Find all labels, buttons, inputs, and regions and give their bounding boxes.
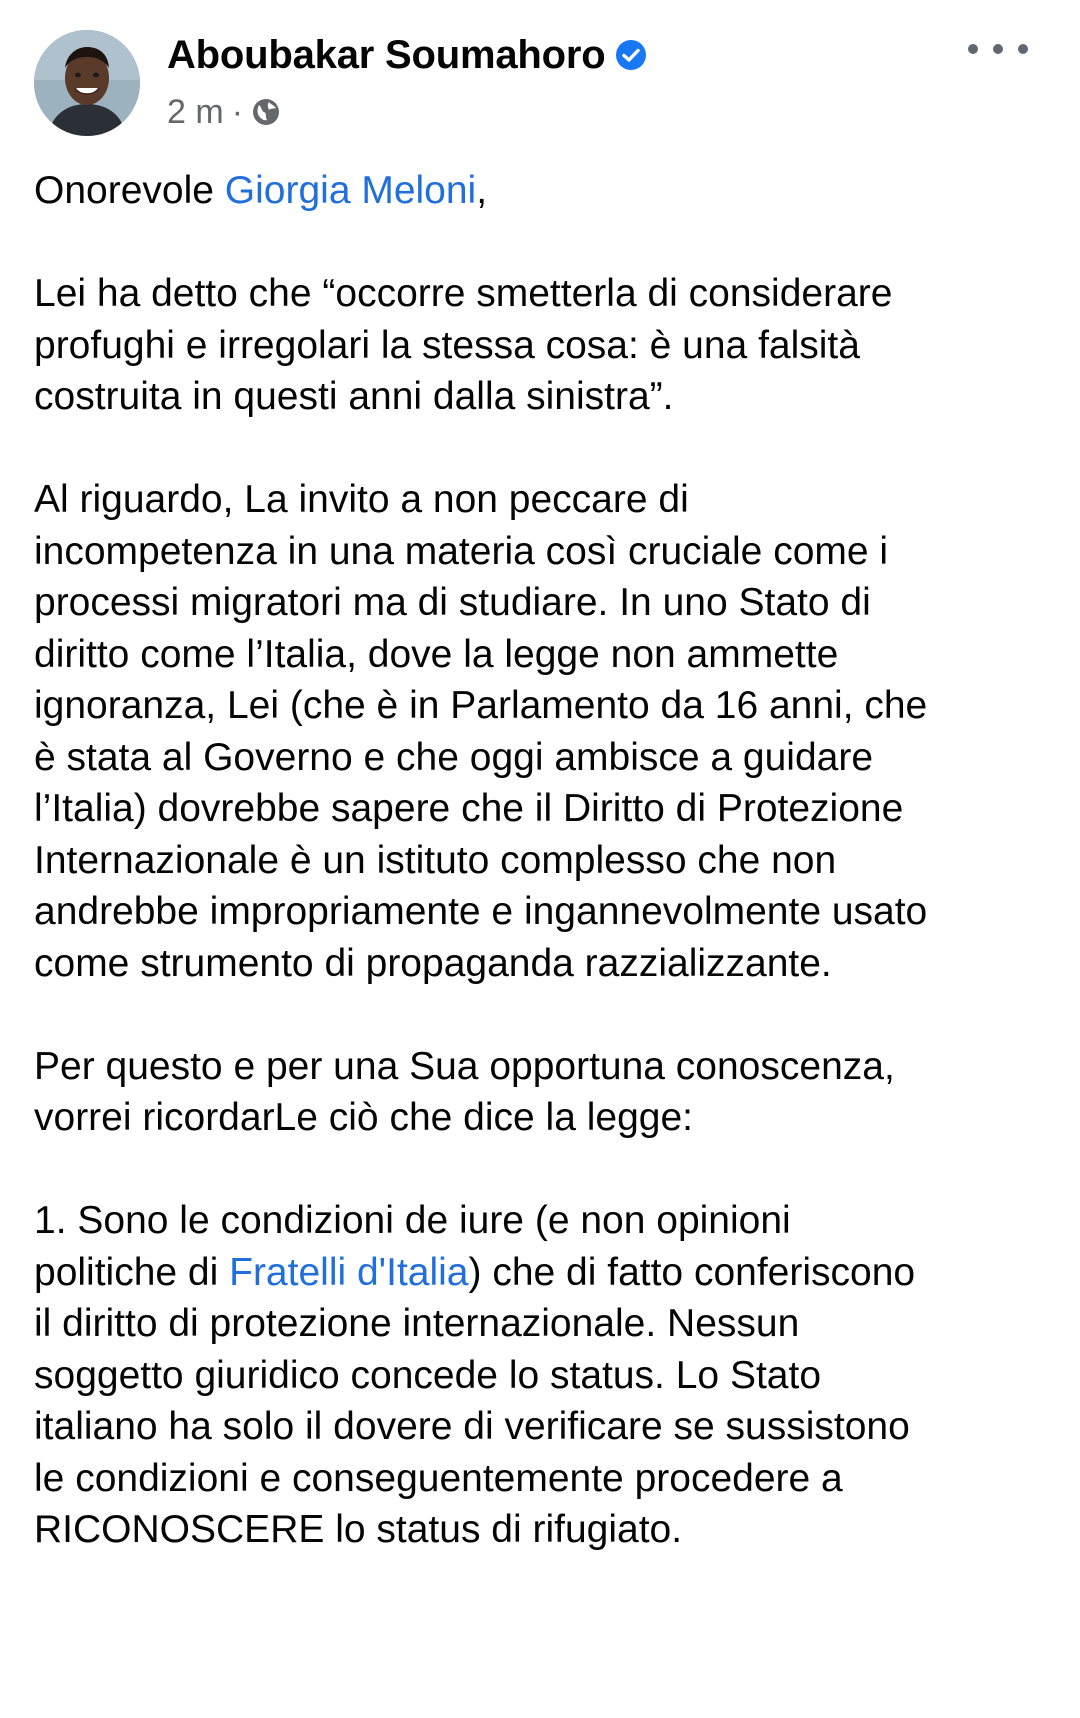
verified-badge-icon <box>615 39 647 71</box>
text-line: il diritto di protezione internazionale. Nessun <box>34 1302 800 1345</box>
avatar-image <box>34 30 140 136</box>
text-fragment: politiche di <box>34 1250 230 1294</box>
text-line: Al riguardo, La invito a non peccare di <box>34 478 689 521</box>
text-line: ignoranza, Lei (che è in Parlamento da 16 anni, che <box>34 684 928 727</box>
author-name[interactable]: Aboubakar Soumahoro <box>167 32 606 77</box>
more-options-icon[interactable] <box>968 34 1028 64</box>
more-dot <box>1018 44 1028 54</box>
post-timestamp[interactable]: 2 m <box>167 92 224 131</box>
text-line: vorrei ricordarLe ciò che dice la legge: <box>34 1096 694 1139</box>
paragraph-response <box>34 474 1054 989</box>
text-fragment: ) che di fatto conferiscono <box>468 1250 916 1294</box>
text-line: andrebbe impropriamente e ingannevolmente usato <box>34 890 928 933</box>
globe-icon[interactable] <box>251 97 281 127</box>
text-line: diritto come l’Italia, dove la legge non ammette <box>34 632 839 676</box>
text-line: costruita in questi anni dalla sinistra”. <box>34 375 674 418</box>
author-avatar[interactable] <box>34 30 140 136</box>
text-line: profughi e irregolari la stessa cosa: è una falsità <box>34 323 860 367</box>
text-line: soggetto giuridico concede lo status. Lo Stato <box>34 1353 822 1397</box>
text-line: italiano ha solo il dovere di verificare se sussistono <box>34 1405 910 1448</box>
text-line: processi migratori ma di studiare. In uno Stato di <box>34 581 871 624</box>
mention-giorgia-meloni[interactable]: Giorgia Meloni <box>224 169 477 212</box>
text-line: RICONOSCERE lo status di rifugiato. <box>34 1508 683 1551</box>
text-line: è stata al Governo e che oggi ambisce a guidare <box>34 735 874 779</box>
text-line: Lei ha detto che “occorre smetterla di considerare <box>34 272 893 315</box>
more-dot <box>968 44 978 54</box>
post-body <box>34 165 1054 1607</box>
text-line: l’Italia) dovrebbe sapere che il Diritto di Protezione <box>34 787 904 830</box>
paragraph-point-1 <box>34 1195 1054 1556</box>
meta-separator: · <box>231 92 244 131</box>
text-fragment: Onorevole <box>34 169 225 212</box>
more-dot <box>993 44 1003 54</box>
text-line: come strumento di propaganda razzializzante. <box>34 941 832 985</box>
text-line: le condizioni e conseguentemente procedere a <box>34 1456 843 1500</box>
paragraph-greeting <box>34 165 1054 217</box>
text-line <box>34 165 1054 217</box>
text-line: incompetenza in una materia così cruciale come i <box>34 529 889 573</box>
mention-fratelli-d-italia[interactable]: Fratelli d'Italia <box>229 1250 469 1294</box>
text-line <box>34 1247 1054 1299</box>
text-line: Internazionale è un istituto complesso che non <box>34 838 837 882</box>
post-meta <box>167 92 281 132</box>
text-line: 1. Sono le condizioni de iure (e non opinioni <box>34 1199 791 1242</box>
text-fragment: , <box>476 169 488 212</box>
post-header <box>34 30 1044 140</box>
text-line: Per questo e per una Sua opportuna conoscenza, <box>34 1044 895 1088</box>
paragraph-intro-law <box>34 1041 1054 1144</box>
paragraph-quote <box>34 268 1054 423</box>
author-row <box>167 30 647 80</box>
